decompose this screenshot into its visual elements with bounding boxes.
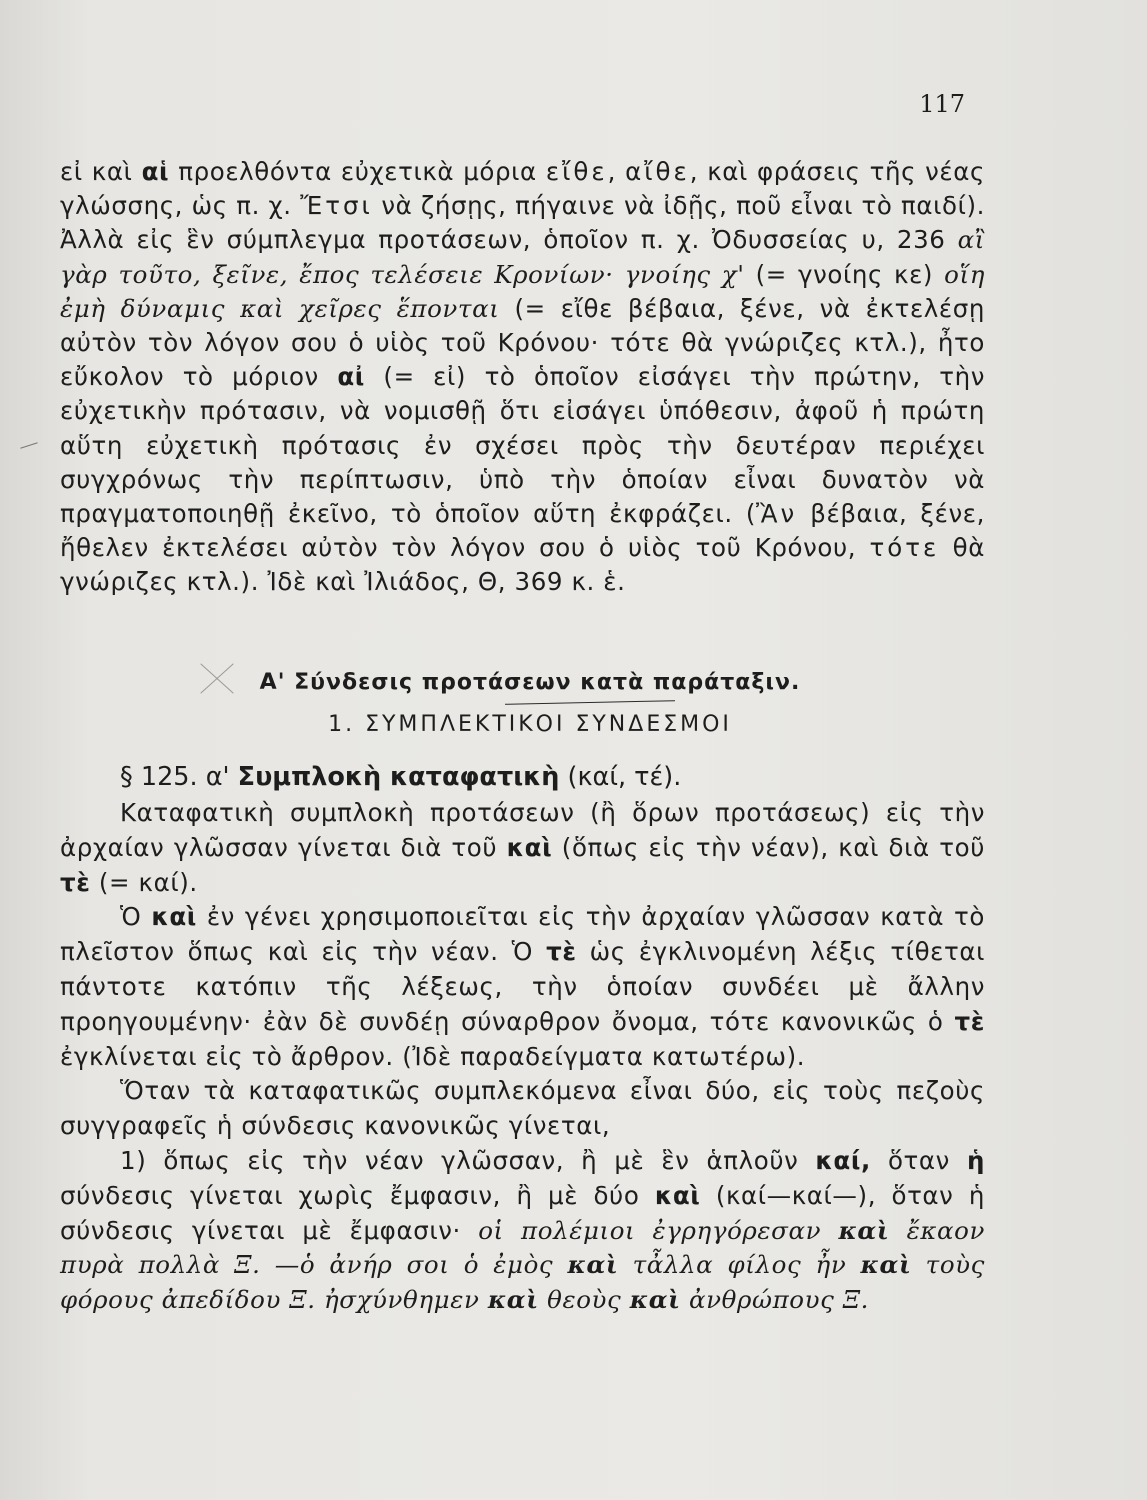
section-heading [120, 762, 681, 792]
continuation-paragraph [60, 155, 985, 600]
text-span: ὅταν [870, 1145, 967, 1175]
emphasis-spaced: εἴθε [545, 157, 608, 186]
quote-italic: οἵη ἐμὴ δύναμις καὶ χεῖρες ἕπονται [60, 259, 985, 323]
emphasis-bold: τὲ [60, 867, 91, 897]
emphasis-bold: τὲ [546, 937, 577, 967]
text-span: (ὅπως εἰς τὴν νέαν), καὶ διὰ τοῦ [552, 832, 985, 862]
text-span: (= γνοίης κε) [744, 259, 945, 289]
pencil-underline-mark [505, 700, 675, 705]
text-span: προελθόντα εὐχετικὰ μόρια [169, 157, 546, 186]
quote-italic: τοὺς φόρους ἀπεδίδου Ξ. ἠσχύνθημεν [60, 1250, 985, 1315]
text-span: (= εἰ) τὸ ὁποῖον εἰσάγει τὴν πρώτην, τὴν εὐχετικὴν πρότασιν, νὰ νομισθῇ ὅτι εἰσάγει ὑπόθεσιν, ἀφοῦ ἡ πρώτη αὕτη εὐχετικὴ πρότασις ἐν σχέσει πρὸς τὴν δευτέραν περιέχει συγχρόνως τὴν περίπτωσιν, ὑπὸ τὴν ὁποίαν εἶναι δυνατὸν νὰ πραγματοποιηθῇ ἐκεῖνο, τὸ ὁποῖον αὕτη ἐκφράζει. ( [60, 362, 985, 529]
text-span: (= εἴθε βέβαια, ξένε, νὰ ἐκτελέσῃ αὐτὸν τὸν λόγον σου ὁ υἱὸς τοῦ Κρόνου· τότε θὰ γνώριζες κτλ.), ἦτο εὔκολον τὸ μόριον [60, 293, 985, 392]
paragraph [60, 900, 985, 1074]
emphasis-spaced: αἴθε [625, 157, 690, 186]
emphasis-spaced: Ἂν [756, 499, 798, 529]
text-span: Καταφατικὴ συμπλοκὴ προτάσεων (ἢ ὅρων προτάσεως) εἰς τὴν ἀρχαίαν γλῶσσαν γίνεται διὰ τοῦ [60, 798, 985, 862]
quote-bold-italic: καὶ [860, 1250, 912, 1280]
quote-italic: οἱ πολέμιοι ἐγρηγόρεσαν [478, 1215, 839, 1245]
paragraph [60, 1074, 985, 1144]
text-span: ἐν γένει χρησιμοποιεῖται εἰς τὴν ἀρχαίαν γλῶσσαν κατὰ τὸ πλεῖστον ὅπως καὶ εἰς τὴν νέαν. Ὁ [60, 902, 985, 967]
emphasis-bold: ἡ [966, 1145, 985, 1175]
quote-italic: ἀνθρώπους Ξ. [680, 1285, 870, 1315]
quote-italic: θεοὺς [538, 1285, 630, 1315]
emphasis-bold: καί, [815, 1145, 871, 1175]
subsection-heading: 1. ΣΥΜΠΛΕΚΤΙΚΟΙ ΣΥΝΔΕΣΜΟΙ [328, 712, 732, 737]
emphasis-spaced: Ἔτσι [300, 191, 373, 221]
text-span: βέβαια, ξένε, ἤθελεν ἐκτελέσει αὐτὸν τὸν λόγον σου ὁ υἱὸς τοῦ Κρόνου, [60, 499, 985, 563]
emphasis-bold: καὶ [654, 1180, 701, 1210]
text-span: σύνδεσις γίνεται χωρὶς ἔμφασιν, ἢ μὲ δύο [60, 1180, 655, 1210]
emphasis-bold: καὶ [506, 832, 553, 862]
text-span: (= καί). [90, 867, 198, 897]
quote-bold-italic: καὶ [487, 1285, 539, 1315]
section-subtitle: (καί, τέ). [567, 762, 682, 792]
quote-italic: ἔκαον πυρὰ πολλὰ Ξ. —ὁ ἀνήρ σοι ὁ ἐμὸς [60, 1215, 986, 1280]
quote-italic: αἲ γὰρ τοῦτο, ξεῖνε, ἔπος τελέσειε Κρονίων· γνοίης χ' [60, 225, 985, 289]
paragraph [60, 155, 985, 600]
quote-bold-italic: καὶ [838, 1215, 890, 1245]
quote-bold-italic: καὶ [567, 1250, 619, 1280]
section-body [60, 796, 985, 1318]
text-span: Ὅταν τὰ καταφατικῶς συμπλεκόμενα εἶναι δύο, εἰς τοὺς πεζοὺς συγγραφεῖς ἡ σύνδεσις κανονικῶς γίνεται, [60, 1076, 985, 1141]
paragraph [60, 796, 985, 900]
margin-pencil-mark [20, 442, 37, 449]
text-span: , καὶ φράσεις τῆς νέας γλώσσης, ὡς π. χ. [60, 157, 985, 221]
chapter-heading: Α' Σύνδεσις προτάσεων κατὰ παράταξιν. [259, 670, 801, 695]
quote-bold-italic: καὶ [629, 1285, 681, 1315]
emphasis-bold: τὲ [954, 1006, 985, 1036]
text-span: , [607, 157, 626, 186]
text-span: Ὁ [120, 902, 152, 932]
emphasis-bold: αἱ [141, 157, 170, 186]
quote-italic: τἆλλα φίλος ἦν [618, 1250, 861, 1280]
paragraph [60, 1144, 985, 1318]
text-span: ὡς ἐγκλινομένη λέξις τίθεται πάντοτε κατόπιν τῆς λέξεως, τὴν ὁποίαν συνδέει μὲ ἄλλην προηγουμένην· ἐὰν δὲ συνδέῃ σύναρθρον ὄνομα, τότε κανονικῶς ὁ [60, 937, 985, 1036]
section-title: Συμπλοκὴ καταφατικὴ [237, 762, 560, 792]
emphasis-bold: αἰ [337, 362, 365, 392]
text-span: (καί—καί—), ὅταν ἡ σύνδεσις γίνεται μὲ ἔμφασιν· [60, 1180, 985, 1245]
emphasis-spaced: τότε [869, 533, 940, 563]
page-number: 117 [919, 90, 965, 118]
text-span: νὰ ζήσῃς, πήγαινε νὰ ἰδῇς, ποῦ εἶναι τὸ παιδί). Ἀλλὰ εἰς ἓν σύμπλεγμα προτάσεων, ὁποῖον π. χ. Ὀδυσσείας υ, 236 [60, 191, 986, 255]
text-span: 1) ὅπως εἰς τὴν νέαν γλῶσσαν, ἢ μὲ ἓν ἁπλοῦν [120, 1145, 816, 1175]
text-span: εἰ καὶ [60, 157, 142, 186]
text-span: θὰ γνώριζες κτλ.). Ἰδὲ καὶ Ἰλιάδος, Θ, 369 κ. ἑ. [60, 533, 985, 597]
section-number: § 125. α' [120, 762, 230, 792]
text-span: ἐγκλίνεται εἰς τὸ ἄρθρον. (Ἰδὲ παραδείγματα κατωτέρω). [60, 1041, 806, 1071]
emphasis-bold: καὶ [151, 902, 197, 932]
